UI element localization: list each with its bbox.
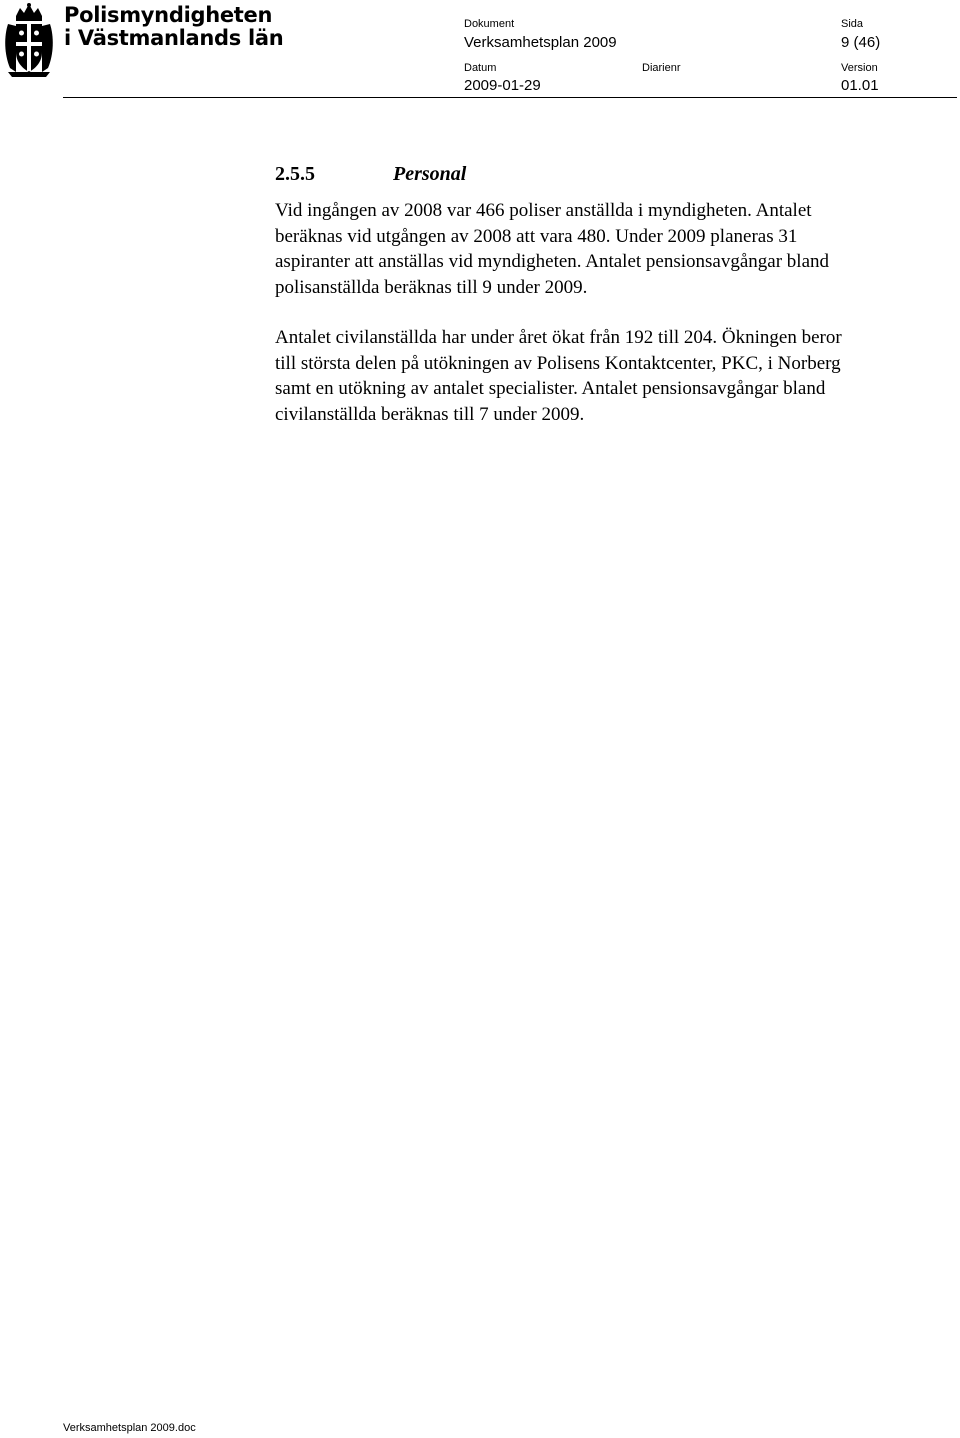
paragraph-line: beräknas vid utgången av 2008 att vara 480. Under 2009 planeras 31: [275, 225, 798, 247]
paragraph-line: aspiranter att anställas vid myndigheten. Antalet pensionsavgångar bland: [275, 251, 830, 272]
version-label: Version: [841, 62, 878, 74]
paragraph-line: Vid ingången av 2008 var 466 poliser anställda i myndigheten. Antalet: [275, 200, 812, 221]
diarienr-label: Diarienr: [642, 62, 681, 74]
paragraph-line: till största delen på utökningen av Polisens Kontaktcenter, PKC, i Norberg: [275, 352, 841, 374]
logo-text: [64, 4, 283, 50]
paragraph-line: samt en utökning av antalet specialister. Antalet pensionsavgångar bland: [275, 378, 826, 399]
datum-value: 2009-01-29: [464, 77, 541, 94]
sida-label: Sida: [841, 18, 864, 30]
section-heading: [275, 162, 466, 186]
coat-of-arms-icon: [2, 2, 56, 78]
logo-line-2: i Västmanlands län: [64, 26, 284, 50]
section-title: Personal: [393, 163, 467, 185]
dokument-value: Verksamhetsplan 2009: [464, 34, 617, 51]
paragraph-line: Antalet civilanställda har under året ökat från 192 till 204. Ökningen beror: [275, 327, 842, 348]
sida-value: 9 (46): [841, 34, 881, 51]
paragraph-line: civilanställda beräknas till 7 under 2009.: [275, 403, 585, 425]
header-divider: [63, 97, 957, 98]
footer-filename: Verksamhetsplan 2009.doc: [63, 1422, 196, 1434]
section-number: 2.5.5: [275, 163, 315, 185]
dokument-label: Dokument: [464, 18, 515, 30]
datum-label: Datum: [464, 62, 497, 74]
paragraph-line: polisanställda beräknas till 9 under 2009.: [275, 276, 588, 298]
paragraph-2: [275, 325, 955, 427]
logo-line-1: Polismyndigheten: [64, 3, 273, 27]
paragraph-1: [275, 198, 955, 300]
version-value: 01.01: [841, 77, 879, 94]
